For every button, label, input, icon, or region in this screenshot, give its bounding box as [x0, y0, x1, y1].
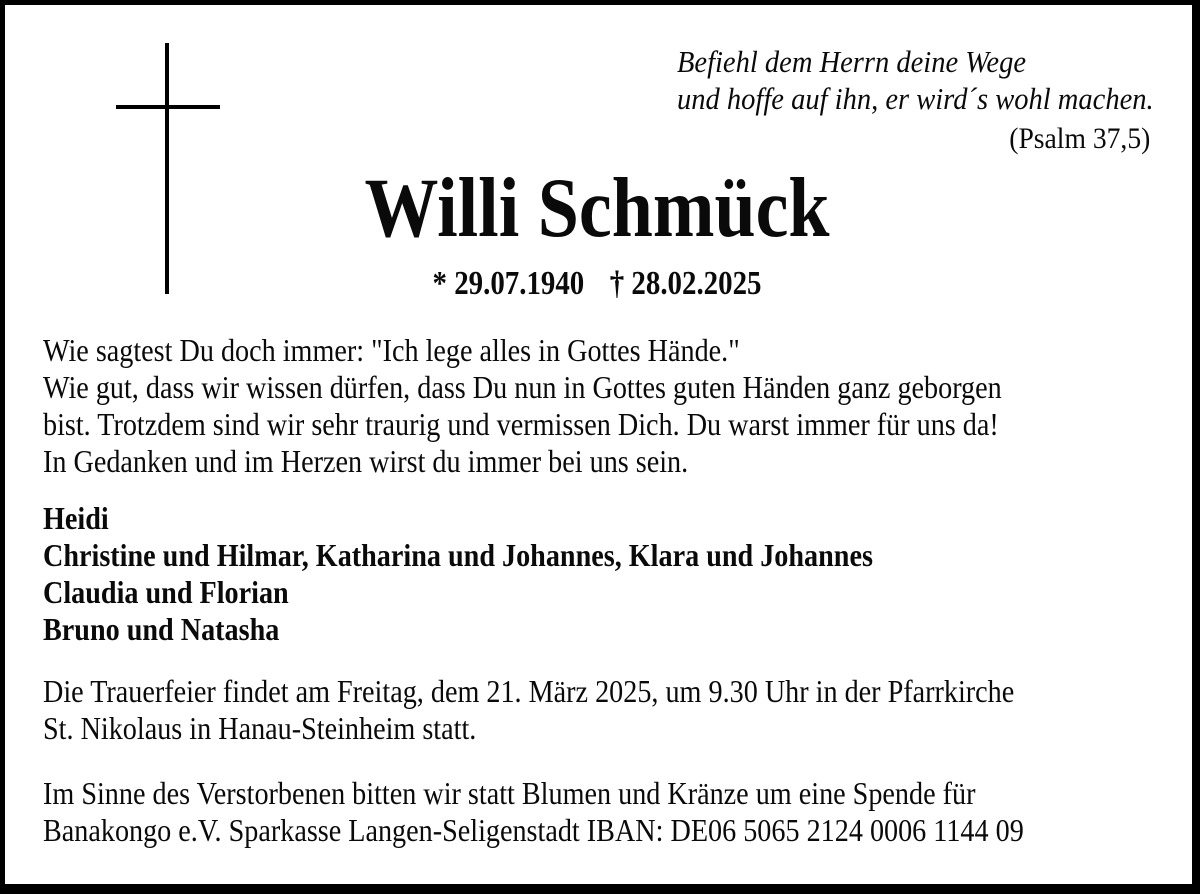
farewell-message-line-1: Wie sagtest Du doch immer: "Ich lege alles in Gottes Hände.": [43, 332, 740, 368]
donation-info: [43, 775, 1024, 849]
cross-horizontal-bar: [116, 105, 220, 109]
birth-date: * 29.07.1940: [432, 265, 585, 302]
funeral-info-line-2: St. Nikolaus in Hanau-Steinheim statt.: [43, 710, 477, 746]
farewell-message-line-4: In Gedanken und im Herzen wirst du immer bei uns sein.: [43, 443, 689, 479]
farewell-message-line-2: Wie gut, dass wir wissen dürfen, dass Du nun in Gottes guten Händen ganz geborgen: [43, 369, 1002, 405]
funeral-info-line-1: Die Trauerfeier findet am Freitag, dem 21. März 2025, um 9.30 Uhr in der Pfarrkirche: [43, 673, 1015, 709]
scripture-quote: [677, 43, 1154, 117]
mourners-list: [43, 500, 873, 648]
farewell-message-line-3: bist. Trotzdem sind wir sehr traurig und vermissen Dich. Du warst immer für uns da!: [43, 406, 999, 442]
mourners-line-2: Christine und Hilmar, Katharina und Johannes, Klara und Johannes: [43, 537, 873, 573]
mourners-line-1: Heidi: [43, 500, 109, 536]
donation-info-line-1: Im Sinne des Verstorbenen bitten wir statt Blumen und Kränze um eine Spende für: [43, 775, 976, 811]
deceased-name: Willi Schmück: [364, 161, 830, 255]
mourners-line-4: Bruno und Natasha: [43, 611, 280, 647]
death-date: † 28.02.2025: [609, 265, 762, 302]
scripture-quote-line-2: und hoffe auf ihn, er wird´s wohl machen.: [677, 81, 1154, 116]
scripture-source: (Psalm 37,5): [1008, 122, 1150, 155]
mourners-line-3: Claudia und Florian: [43, 574, 289, 610]
donation-info-line-2: Banakongo e.V. Sparkasse Langen-Seligenstadt IBAN: DE06 5065 2124 0006 1144 09: [43, 812, 1024, 848]
farewell-message: [43, 332, 1002, 480]
life-dates: [94, 267, 1100, 301]
funeral-info: [43, 673, 1014, 747]
scripture-quote-line-1: Befiehl dem Herrn deine Wege: [677, 44, 1026, 79]
